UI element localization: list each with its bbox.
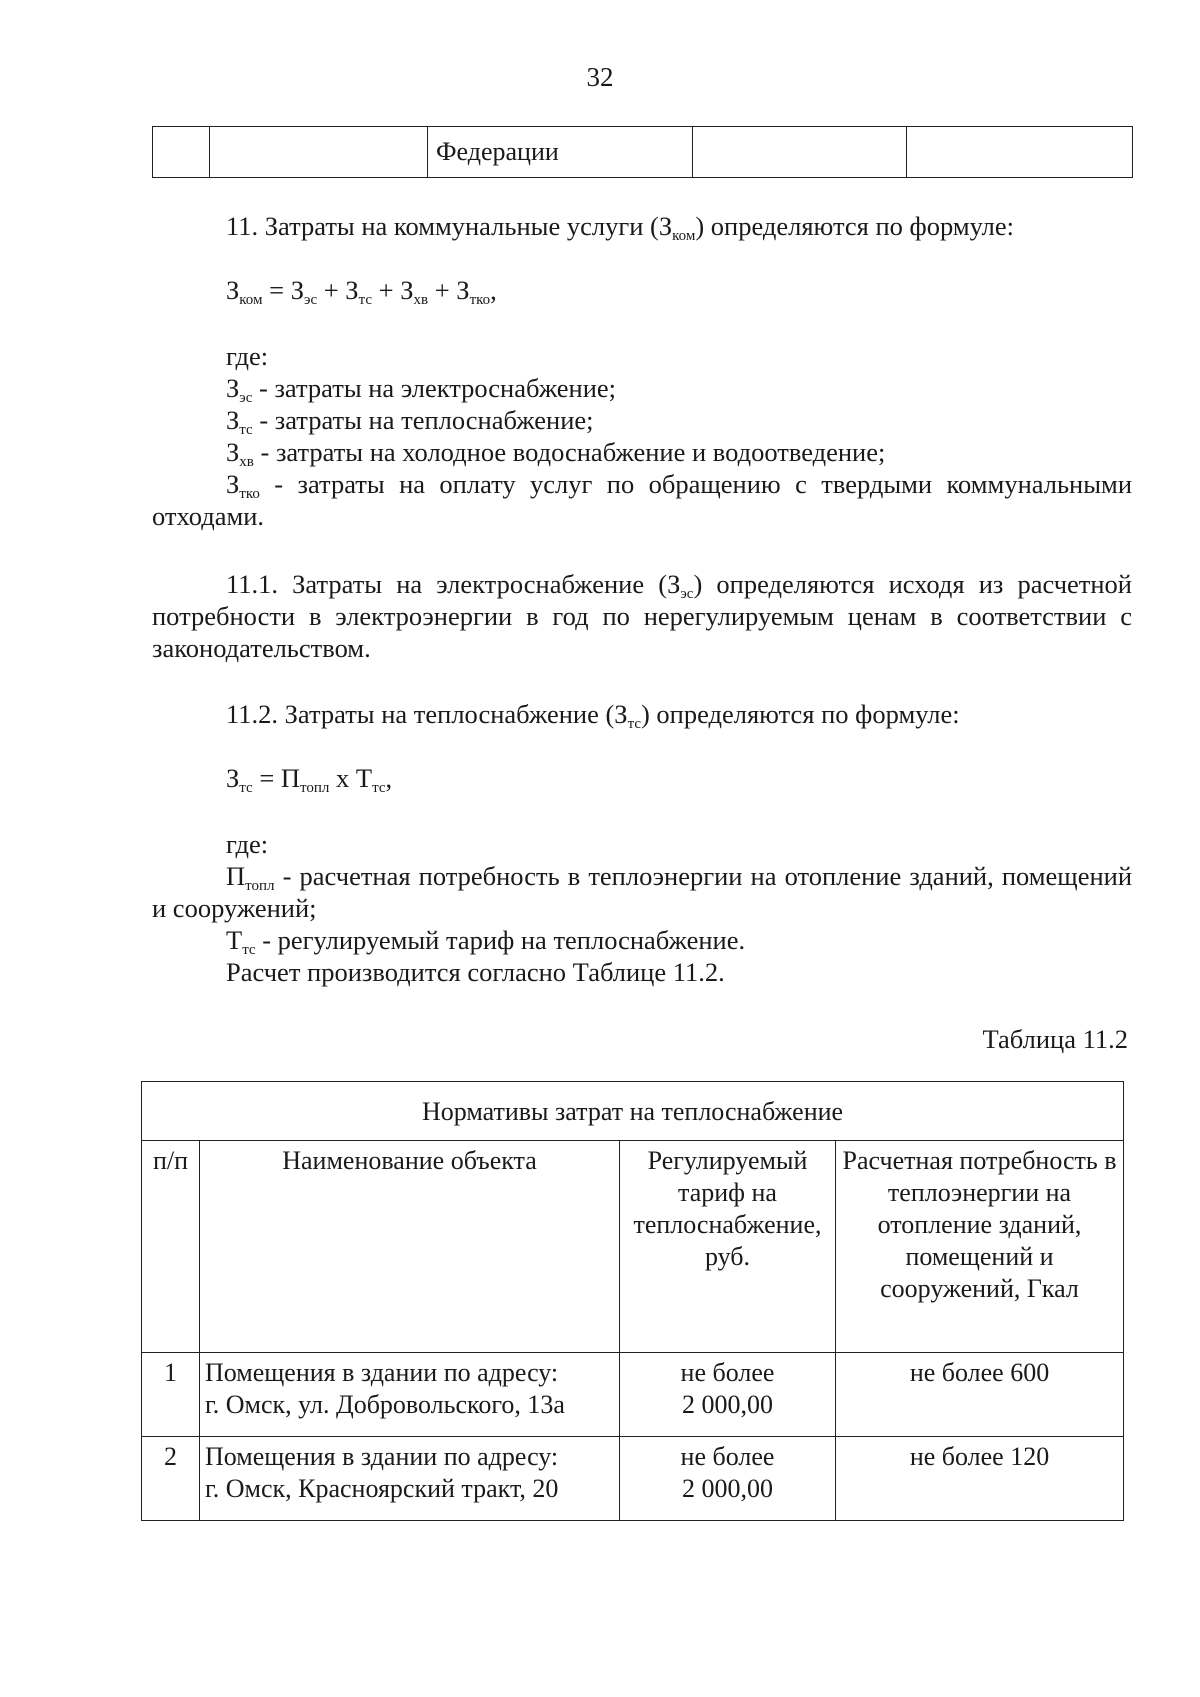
heat-supply-norms-table (141, 1081, 1124, 1521)
heat-need-value: не более 600 (836, 1353, 1124, 1437)
row-number: 2 (142, 1437, 200, 1521)
table-row (153, 127, 1133, 178)
table-header-row (142, 1141, 1124, 1353)
table-cell (153, 127, 210, 178)
column-header: Расчетная потребность в теплоэнергии на отопление зданий, помещений и сооружений, Гкал (836, 1141, 1124, 1353)
column-header: Наименование объекта (200, 1141, 620, 1353)
paragraph-11-1: 11.1. Затраты на электроснабжение $(З_{эс})$ определяются исходя из расчетной потребности в электроэнергии в год по нерегулируемым ценам в соответствии с законодательством. (152, 569, 1132, 663)
formula-utilities: $З_{ком} = З_{эс} + З_{тс} + З_{хв} + З_{тко}$, (226, 275, 497, 308)
table-cell (210, 127, 428, 178)
definition-item: $З_{хв}$ - затраты на холодное водоснабжение и водоотведение; (226, 437, 886, 470)
definition-item: $П_{топл}$ - расчетная потребность в теплоэнергии на отопление зданий, помещений и сооружений; (152, 861, 1132, 923)
row-number: 1 (142, 1353, 200, 1437)
heat-need-value: не более 120 (836, 1437, 1124, 1521)
paragraph-11: 11. Затраты на коммунальные услуги $(З_{ком})$ определяются по формуле: (226, 211, 1015, 244)
table-cell (693, 127, 907, 178)
where-label: где: (226, 341, 269, 371)
tariff-value: не более 2 000,00 (620, 1353, 836, 1437)
paragraph-11-2: 11.2. Затраты на теплоснабжение $(З_{тс})$ определяются по формуле: (226, 699, 960, 732)
table-title-row (142, 1082, 1124, 1141)
definition-item: $З_{тко}$ - затраты на оплату услуг по обращению с твердыми коммунальными отходами. (152, 469, 1132, 531)
definition-item: $Т_{тс}$ - регулируемый тариф на теплоснабжение. (226, 925, 746, 958)
table-cell: Федерации (428, 127, 693, 178)
object-name: Помещения в здании по адресу: г. Омск, ул. Добровольского, 13а (200, 1353, 620, 1437)
column-header: Регулируемый тариф на теплоснабжение, руб. (620, 1141, 836, 1353)
table-row (142, 1353, 1124, 1437)
definition-item: $З_{тс}$ - затраты на теплоснабжение; (226, 405, 594, 438)
tariff-value: не более 2 000,00 (620, 1437, 836, 1521)
page-number: 32 (586, 62, 614, 92)
table-cell (907, 127, 1133, 178)
calculation-note: Расчет производится согласно Таблице 11.2. (226, 957, 725, 987)
object-name: Помещения в здании по адресу: г. Омск, Красноярский тракт, 20 (200, 1437, 620, 1521)
table-title: Нормативы затрат на теплоснабжение (142, 1082, 1124, 1141)
formula-heat: $З_{тс} = П_{топл}$ х $Т_{тс}$, (226, 763, 393, 796)
where-label: где: (226, 829, 269, 859)
column-header: п/п (142, 1141, 200, 1353)
definition-item: $З_{эс}$ - затраты на электроснабжение; (226, 373, 617, 406)
continued-table-fragment (152, 126, 1133, 178)
table-caption: Таблица 11.2 (982, 1024, 1128, 1054)
table-row (142, 1437, 1124, 1521)
